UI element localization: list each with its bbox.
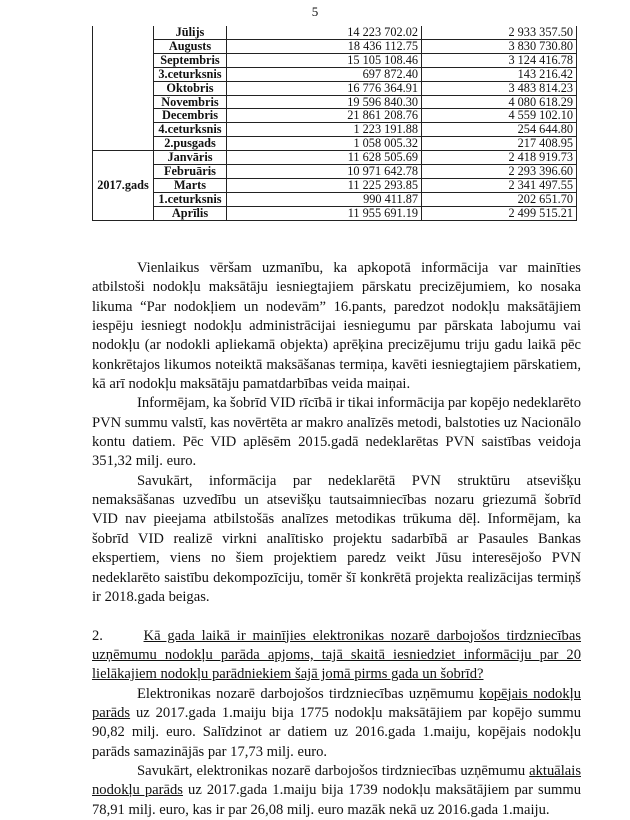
- text-segment: konkrētajos likumos noteiktā maksāšanas termiņa, kavēti iesniegtajiem pārskatiem,: [92, 356, 581, 373]
- value-cell: 1 058 005.32: [227, 137, 422, 151]
- text-line: [92, 491, 582, 510]
- table-row: [93, 67, 577, 81]
- text-segment: ir 2018.gada beigas.: [92, 588, 210, 605]
- value-cell: 18 436 112.75: [227, 39, 422, 53]
- text-line: [92, 549, 582, 568]
- text-line: [92, 259, 582, 278]
- value-cell: 11 225 293.85: [227, 178, 422, 192]
- table-row: [93, 137, 577, 151]
- text-line: [92, 801, 582, 820]
- text-segment: ekspertiem, viens no šiem projektiem paredz veikt Jūsu interesējošo PVN: [92, 550, 581, 567]
- table-row: [93, 165, 577, 179]
- period-cell: Novembris: [154, 95, 227, 109]
- text-line-content: [92, 434, 581, 450]
- table-row: [93, 26, 577, 39]
- text-line-content: [92, 376, 410, 392]
- value-cell: 11 955 691.19: [227, 206, 422, 220]
- value-cell: 19 596 840.30: [227, 95, 422, 109]
- text-segment: Vienlaikus vēršam uzmanību, ka apkopotā informācija var mainīties: [137, 260, 581, 276]
- text-line-content: [92, 782, 581, 798]
- text-line-content: [92, 357, 581, 373]
- text-line-content: [92, 492, 581, 508]
- value-cell: 990 411.87: [227, 192, 422, 206]
- value-cell: 4 080 618.29: [422, 95, 577, 109]
- value-cell: 15 105 108.46: [227, 53, 422, 67]
- underlined-text: uzņēmumu nodokļu parāda apjoms, tajā skaitā iesniedziet informāciju par 20: [92, 646, 581, 663]
- text-segment: likuma “Par nodokļiem un nodevām” 16.pants, paredzot nodokļu maksātājiem: [92, 298, 581, 315]
- value-cell: 2 293 396.60: [422, 165, 577, 179]
- text-line-content: [92, 453, 196, 469]
- text-line-content: [92, 299, 581, 315]
- text-line: [92, 317, 582, 336]
- text-segment: Informējam, ka šobrīd VID rīcībā ir tikai informācija par kopējo nedeklarēto: [137, 395, 581, 412]
- period-cell: Augusts: [154, 39, 227, 53]
- text-segment: VID nav pieejama atbilstošās analīzes metodikas trūkuma dēļ. Informējam, ka: [92, 511, 581, 528]
- text-line-content: [137, 686, 581, 702]
- underlined-text: nodokļu parāds: [92, 782, 183, 799]
- period-cell: 3.ceturksnis: [154, 67, 227, 81]
- value-cell: 217 408.95: [422, 137, 577, 151]
- body-text: [92, 259, 582, 820]
- text-line-content: [92, 628, 581, 644]
- text-line: [92, 723, 582, 742]
- table-row: [93, 151, 577, 165]
- table-row: [93, 95, 577, 109]
- period-cell: Decembris: [154, 109, 227, 123]
- text-segment: parāds samazinājās par 17,73 milj. euro.: [92, 743, 328, 760]
- text-segment: iespēju iesniegt nodokļu administrācijai iesniegumu par pārskata labojumu vai: [92, 318, 581, 335]
- table-row: [93, 192, 577, 206]
- text-line: [92, 414, 582, 433]
- value-cell: 697 872.40: [227, 67, 422, 81]
- underlined-text: Kā gada laikā ir mainījies elektronikas nozarē darbojošos tirdzniecības: [143, 627, 582, 644]
- underlined-text: lielākajiem nodokļu parādniekiem šajā jomā pirms gada un šobrīd?: [92, 666, 484, 683]
- text-segment: 90,82 milj. euro. Salīdzinot ar datiem uz 2016.gada 1.maiju, kopējais nodokļu: [92, 724, 581, 741]
- text-segment: nedeklarēto saistību dekompozīciju, tomēr šī konkrētā projekta realizācijas termiņš: [92, 569, 581, 586]
- table-row: [93, 178, 577, 192]
- period-cell: 1.ceturksnis: [154, 192, 227, 206]
- page-number: 5: [311, 4, 319, 19]
- text-line: [92, 530, 582, 549]
- text-line: [92, 743, 582, 762]
- text-line: [92, 298, 582, 317]
- text-line-content: [92, 550, 581, 566]
- text-line: [92, 356, 582, 375]
- text-line: [92, 685, 582, 704]
- text-line: [92, 336, 582, 355]
- text-line-content: [92, 705, 581, 721]
- value-cell: 21 861 208.76: [227, 109, 422, 123]
- text-line: [92, 452, 582, 471]
- text-line: [92, 665, 582, 684]
- text-line-content: [92, 511, 581, 527]
- text-segment: uz 2017.gada 1.maiju bija 1775 nodokļu maksātājiem par kopējo summu: [130, 704, 581, 721]
- text-segment: kontu datiem. Pēc VID aplēsēm 2015.gadā nedeklarētas PVN saistības veidoja: [92, 434, 581, 451]
- value-cell: 3 124 416.78: [422, 53, 577, 67]
- value-cell: 143 216.42: [422, 67, 577, 81]
- text-segment: Savukārt, elektronikas nozarē darbojošos tirdzniecības uzņēmumu: [137, 762, 530, 779]
- text-segment: 351,32 milj. euro.: [92, 453, 197, 470]
- value-cell: 16 776 364.91: [227, 81, 422, 95]
- table-row: [93, 81, 577, 95]
- year-cell: 2017.gads: [93, 151, 154, 221]
- value-cell: 4 559 102.10: [422, 109, 577, 123]
- text-line-content: [92, 415, 581, 431]
- value-cell: 3 483 814.23: [422, 81, 577, 95]
- text-line-content: [92, 337, 581, 353]
- text-line: [92, 278, 582, 297]
- text-segment: PVN summu valstī, kas novērtēta ar makro analīzēs metodi, balstoties uz Nacionālo: [92, 414, 581, 431]
- value-cell: 14 223 702.02: [227, 26, 422, 39]
- table-row: [93, 206, 577, 220]
- text-line-content: [92, 570, 581, 586]
- text-line-content: [92, 666, 484, 682]
- text-line: [92, 781, 582, 800]
- text-line-content: [92, 647, 581, 663]
- value-cell: 202 651.70: [422, 192, 577, 206]
- text-line: [92, 646, 582, 665]
- period-cell: Februāris: [154, 165, 227, 179]
- value-cell: 254 644.80: [422, 123, 577, 137]
- year-cell: [93, 26, 154, 151]
- text-line: [92, 394, 582, 413]
- text-line: [92, 433, 582, 452]
- value-cell: 10 971 642.78: [227, 165, 422, 179]
- underlined-text: aktuālais: [529, 762, 581, 779]
- text-segment: 2.: [92, 627, 144, 644]
- tax-table: [92, 26, 577, 221]
- text-line: [92, 588, 582, 607]
- text-segment: šobrīd VID realizē virkni analītisko projektu sadarbībā ar Pasaules Bankas: [92, 530, 581, 547]
- text-line: [92, 375, 582, 394]
- table-row: [93, 109, 577, 123]
- value-cell: 3 830 730.80: [422, 39, 577, 53]
- text-segment: 78,91 milj. euro, kas ir par 26,08 milj. euro mazāk nekā uz 2016.gada 1.maiju.: [92, 801, 550, 818]
- text-line-content: [92, 744, 327, 760]
- period-cell: 4.ceturksnis: [154, 123, 227, 137]
- text-line: [92, 627, 582, 646]
- value-cell: 2 933 357.50: [422, 26, 577, 39]
- text-segment: atbilstoši nodokļu maksātāju iesniegtajiem pārskatu precizējumiem, ko nosaka: [92, 279, 581, 296]
- period-cell: Aprīlis: [154, 206, 227, 220]
- table-row: [93, 123, 577, 137]
- table-row: [93, 53, 577, 67]
- underlined-text: parāds: [92, 704, 131, 721]
- text-line-content: [137, 763, 581, 779]
- period-cell: Oktobris: [154, 81, 227, 95]
- text-segment: Elektronikas nozarē darbojošos tirdzniecības uzņēmumu: [137, 685, 480, 702]
- value-cell: 11 628 505.69: [227, 151, 422, 165]
- text-line-content: [92, 589, 210, 605]
- period-cell: 2.pusgads: [154, 137, 227, 151]
- period-cell: Jūlijs: [154, 26, 227, 39]
- text-line: [92, 510, 582, 529]
- value-cell: 2 499 515.21: [422, 206, 577, 220]
- text-segment: nemaksāšanas uzvedību un atsevišķu tautsaimniecības nozaru griezumā šobrīd: [92, 492, 581, 509]
- text-line-content: [92, 531, 581, 547]
- period-cell: Janvāris: [154, 151, 227, 165]
- text-segment: kā arī nodokļu maksātāju pamatdarbības veida maiņai.: [92, 376, 411, 393]
- value-cell: 2 341 497.55: [422, 178, 577, 192]
- text-line: [92, 762, 582, 781]
- table-row: [93, 39, 577, 53]
- period-cell: Septembris: [154, 53, 227, 67]
- value-cell: 1 223 191.88: [227, 123, 422, 137]
- text-line: [92, 569, 582, 588]
- text-line-content: [92, 724, 581, 740]
- period-cell: Marts: [154, 178, 227, 192]
- text-line-content: [137, 260, 581, 276]
- value-cell: 2 418 919.73: [422, 151, 577, 165]
- text-line-content: [92, 802, 550, 818]
- text-line-content: [137, 473, 581, 489]
- text-line-content: [137, 395, 581, 411]
- text-line: [92, 472, 582, 491]
- text-segment: uz 2017.gada 1.maiju bija 1739 nodokļu maksātājiem par summu: [182, 782, 582, 799]
- text-line: [92, 704, 582, 723]
- underlined-text: kopējais nodokļu: [479, 685, 581, 702]
- text-line-content: [92, 318, 581, 334]
- text-segment: nodokļu (ar nodokli apliekamā objekta) aprēķina precizējumu triju gadu laikā pēc: [92, 337, 581, 354]
- text-line-content: [92, 279, 581, 295]
- text-segment: Savukārt, informācija par nedeklarētā PVN struktūru atsevišķu: [137, 472, 581, 489]
